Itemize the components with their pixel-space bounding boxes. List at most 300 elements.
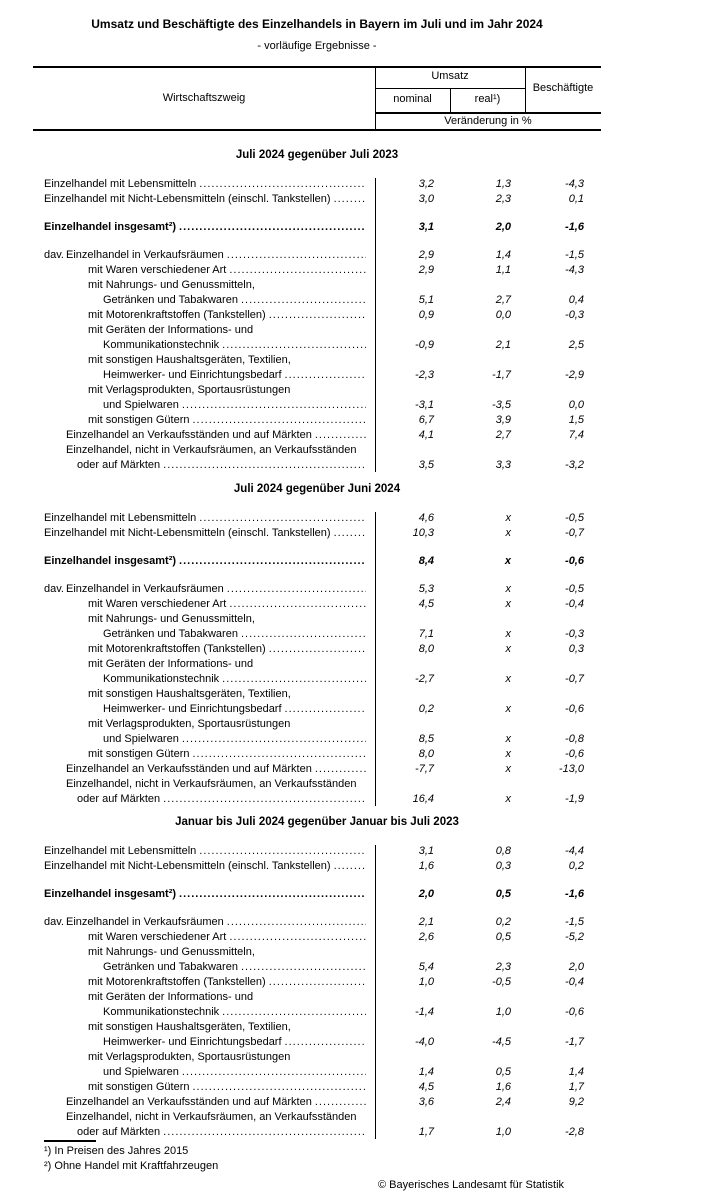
value-beschaeftigte: -4,3 [565, 264, 584, 276]
value-real: 1,6 [495, 1081, 511, 1093]
value-nominal: 1,7 [418, 1126, 434, 1138]
row-prefix: dav. [44, 583, 64, 595]
value-beschaeftigte: -0,4 [565, 598, 584, 610]
table-top-rule [33, 66, 601, 68]
row-prefix: dav. [44, 916, 64, 928]
row-label-cell [33, 990, 375, 1005]
table-row [33, 792, 601, 807]
row-label: Einzelhandel mit Nicht-Lebensmitteln (einschl. Tankstellen) [44, 527, 331, 539]
table-row [33, 960, 601, 975]
value-nominal [375, 1110, 450, 1125]
value-nominal: 3,1 [418, 221, 434, 233]
row-label-cell [33, 702, 375, 717]
table-row [33, 777, 601, 792]
row-label: mit Waren verschiedener Art [88, 598, 227, 610]
table-row [33, 443, 601, 458]
value-real: x [505, 703, 511, 715]
value-nominal: 5,3 [418, 583, 434, 595]
dot-leader [315, 428, 366, 443]
value-real: x [505, 763, 511, 775]
column-divider [375, 845, 376, 1139]
value-beschaeftigte: 9,2 [568, 1096, 584, 1108]
value-nominal: 8,0 [418, 748, 434, 760]
row-label-cell [33, 1050, 375, 1065]
table-row [33, 990, 601, 1005]
row-label: Einzelhandel insgesamt²) [44, 555, 177, 567]
row-label: oder auf Märkten [77, 459, 161, 471]
dot-leader [334, 859, 366, 874]
value-beschaeftigte: -0,6 [565, 555, 584, 567]
row-label: Kommunikationstechnik [103, 339, 220, 351]
row-label: und Spielwaren [103, 1066, 179, 1078]
row-label: oder auf Märkten [77, 793, 161, 805]
value-real: 2,1 [495, 339, 511, 351]
dot-leader [227, 248, 366, 263]
row-label: mit Geräten der Informations- und [88, 991, 254, 1003]
value-beschaeftigte: -0,3 [565, 628, 584, 640]
value-nominal [375, 717, 450, 732]
row-label: Einzelhandel mit Lebensmitteln [44, 512, 197, 524]
spacer-row [33, 902, 601, 915]
value-nominal: 10,3 [412, 527, 434, 539]
row-label: mit Motorenkraftstoffen (Tankstellen) [88, 976, 266, 988]
row-label-cell [33, 717, 375, 732]
dot-leader [334, 192, 366, 207]
row-label: Einzelhandel mit Lebensmitteln [44, 178, 197, 190]
value-nominal: 4,1 [418, 429, 434, 441]
value-nominal [375, 612, 450, 627]
value-nominal: 1,6 [418, 860, 434, 872]
row-label: Getränken und Tabakwaren [103, 294, 238, 306]
row-label-cell [33, 278, 375, 293]
table-row [33, 413, 601, 428]
row-label-cell [33, 1110, 375, 1125]
row-label: Einzelhandel, nicht in Verkaufsräumen, an Verkaufsständen [66, 1111, 357, 1123]
value-nominal: 2,6 [418, 931, 434, 943]
row-label: mit sonstigen Gütern [88, 1081, 190, 1093]
row-label-cell [33, 353, 375, 368]
row-label: mit Nahrungs- und Genussmitteln, [88, 279, 255, 291]
value-nominal [375, 353, 450, 368]
header-beschaeftigte: Beschäftigte [532, 82, 594, 94]
value-nominal: -3,1 [415, 399, 434, 411]
value-real [450, 657, 525, 672]
row-label-cell [33, 687, 375, 702]
row-label: mit Waren verschiedener Art [88, 931, 227, 943]
value-real [450, 717, 525, 732]
value-beschaeftigte [525, 1110, 601, 1125]
dot-leader [227, 582, 366, 597]
value-beschaeftigte: -0,3 [565, 309, 584, 321]
value-beschaeftigte: 0,2 [568, 860, 584, 872]
section-title: Juli 2024 gegenüber Juli 2023 [235, 149, 399, 161]
table-row [33, 687, 601, 702]
section-rows [33, 177, 601, 473]
table-row [33, 1110, 601, 1125]
dot-leader [241, 960, 366, 975]
table-row [33, 398, 601, 413]
row-label-cell [33, 192, 375, 207]
table-row [33, 323, 601, 338]
table-row [33, 915, 601, 930]
value-beschaeftigte [525, 1050, 601, 1065]
row-label: Einzelhandel insgesamt²) [44, 888, 177, 900]
dot-leader [269, 642, 366, 657]
footnote-ohne-kfz: ²) Ohne Handel mit Kraftfahrzeugen [44, 1160, 219, 1172]
value-beschaeftigte: -1,7 [565, 1036, 584, 1048]
value-real: 1,4 [495, 249, 511, 261]
table-row [33, 844, 601, 859]
dot-leader [222, 338, 366, 353]
value-nominal [375, 687, 450, 702]
row-label: Einzelhandel an Verkaufsständen und auf Märkten [66, 429, 312, 441]
row-label: mit Verlagsprodukten, Sportausrüstungen [88, 718, 291, 730]
table-row [33, 1050, 601, 1065]
table-row [33, 428, 601, 443]
dot-leader [179, 554, 366, 569]
value-real: 0,5 [495, 1066, 511, 1078]
value-real [450, 278, 525, 293]
value-nominal: 3,0 [418, 193, 434, 205]
row-label: mit Nahrungs- und Genussmitteln, [88, 946, 255, 958]
value-beschaeftigte [525, 687, 601, 702]
row-label-cell [33, 368, 375, 383]
dot-leader [163, 458, 366, 473]
dot-leader [222, 1005, 366, 1020]
dot-leader [315, 762, 366, 777]
value-real: 3,3 [495, 459, 511, 471]
value-beschaeftigte [525, 353, 601, 368]
value-nominal [375, 383, 450, 398]
row-label-cell [33, 1080, 375, 1095]
value-real: x [505, 583, 511, 595]
header-real: real¹) [474, 93, 501, 105]
table-row [33, 975, 601, 990]
row-label-cell [33, 248, 375, 263]
dot-leader [241, 293, 366, 308]
row-label-cell [33, 657, 375, 672]
dot-leader [199, 844, 366, 859]
row-label-cell [33, 672, 375, 687]
row-label: oder auf Märkten [77, 1126, 161, 1138]
row-label: mit sonstigen Gütern [88, 414, 190, 426]
value-nominal: -2,7 [415, 673, 434, 685]
row-label: Einzelhandel, nicht in Verkaufsräumen, an Verkaufsständen [66, 778, 357, 790]
value-nominal: 2,0 [418, 888, 434, 900]
value-beschaeftigte: 0,1 [568, 193, 584, 205]
value-beschaeftigte: 1,7 [568, 1081, 584, 1093]
row-label: und Spielwaren [103, 399, 179, 411]
value-nominal: 3,6 [418, 1096, 434, 1108]
value-nominal: 3,5 [418, 459, 434, 471]
table-row [33, 859, 601, 874]
table-row [33, 672, 601, 687]
value-nominal [375, 945, 450, 960]
row-label: Getränken und Tabakwaren [103, 961, 238, 973]
dot-leader [193, 413, 367, 428]
table-row [33, 1005, 601, 1020]
value-real: x [505, 673, 511, 685]
table-row [33, 458, 601, 473]
value-beschaeftigte [525, 443, 601, 458]
table-row [33, 554, 601, 569]
value-beschaeftigte: 0,0 [568, 399, 584, 411]
row-label-cell [33, 554, 375, 569]
column-divider [375, 178, 376, 472]
row-label-cell [33, 511, 375, 526]
row-label-cell [33, 859, 375, 874]
row-label-cell [33, 612, 375, 627]
row-label: Einzelhandel an Verkaufsständen und auf Märkten [66, 1096, 312, 1108]
value-beschaeftigte: -1,5 [565, 249, 584, 261]
dot-leader [229, 930, 366, 945]
value-nominal: 4,5 [418, 598, 434, 610]
row-label-cell [33, 338, 375, 353]
row-label-cell [33, 443, 375, 458]
footnote-prices-2015: ¹) In Preisen des Jahres 2015 [44, 1145, 189, 1157]
row-label: Einzelhandel mit Lebensmitteln [44, 845, 197, 857]
value-beschaeftigte: -0,5 [565, 512, 584, 524]
table-row [33, 1080, 601, 1095]
value-beschaeftigte: 2,5 [568, 339, 584, 351]
value-nominal [375, 443, 450, 458]
value-real: x [504, 555, 511, 567]
dot-leader [193, 1080, 367, 1095]
dot-leader [241, 627, 366, 642]
row-label: mit Verlagsprodukten, Sportausrüstungen [88, 384, 291, 396]
value-beschaeftigte [525, 383, 601, 398]
value-beschaeftigte: -4,3 [565, 178, 584, 190]
row-label: mit sonstigen Haushaltsgeräten, Textilien, [88, 354, 291, 366]
value-real: 1,3 [495, 178, 511, 190]
table-row [33, 945, 601, 960]
value-real [450, 687, 525, 702]
value-real: x [505, 643, 511, 655]
dot-leader [285, 702, 366, 717]
value-nominal: -7,7 [415, 763, 434, 775]
value-nominal: -4,0 [415, 1036, 434, 1048]
value-real: x [505, 598, 511, 610]
value-beschaeftigte [525, 612, 601, 627]
row-label: mit Verlagsprodukten, Sportausrüstungen [88, 1051, 291, 1063]
dot-leader [269, 308, 366, 323]
value-beschaeftigte: -5,2 [565, 931, 584, 943]
dot-leader [163, 1125, 366, 1140]
row-label-cell [33, 1005, 375, 1020]
table-row [33, 717, 601, 732]
table-row [33, 702, 601, 717]
table-row [33, 248, 601, 263]
header-wirtschaftszweig: Wirtschaftszweig [162, 92, 246, 104]
value-nominal: 4,6 [418, 512, 434, 524]
row-label-cell [33, 1095, 375, 1110]
value-nominal: 5,1 [418, 294, 434, 306]
value-real: 0,3 [495, 860, 511, 872]
row-label: mit sonstigen Haushaltsgeräten, Textilien, [88, 688, 291, 700]
dot-leader [334, 526, 366, 541]
row-label-cell [33, 177, 375, 192]
value-nominal: 6,7 [418, 414, 434, 426]
spacer-row [33, 569, 601, 582]
table-row [33, 278, 601, 293]
value-beschaeftigte [525, 323, 601, 338]
value-beschaeftigte: -1,6 [565, 888, 584, 900]
row-label-cell [33, 762, 375, 777]
dot-leader [193, 747, 367, 762]
value-real: -1,7 [492, 369, 511, 381]
value-beschaeftigte: -0,6 [565, 748, 584, 760]
table-row [33, 612, 601, 627]
table-row [33, 747, 601, 762]
row-label: Einzelhandel in Verkaufsräumen [66, 583, 224, 595]
row-label: Einzelhandel in Verkaufsräumen [66, 249, 224, 261]
row-label: Kommunikationstechnik [103, 673, 220, 685]
row-label-cell [33, 398, 375, 413]
value-nominal: 2,9 [418, 249, 434, 261]
page-title: Umsatz und Beschäftigte des Einzelhandels in Bayern im Juli und im Jahr 2024 [91, 17, 543, 31]
row-label: mit sonstigen Haushaltsgeräten, Textilien, [88, 1021, 291, 1033]
value-real: x [505, 733, 511, 745]
value-beschaeftigte: -4,4 [565, 845, 584, 857]
value-real [450, 1020, 525, 1035]
value-nominal: -0,9 [415, 339, 434, 351]
value-nominal: 3,2 [418, 178, 434, 190]
row-label-cell [33, 323, 375, 338]
value-real: 0,0 [495, 309, 511, 321]
value-real: 1,0 [495, 1006, 511, 1018]
value-beschaeftigte: -0,8 [565, 733, 584, 745]
value-beschaeftigte: -1,5 [565, 916, 584, 928]
value-nominal: 3,1 [418, 845, 434, 857]
table-row [33, 732, 601, 747]
spacer-row [33, 874, 601, 887]
row-label: mit Geräten der Informations- und [88, 324, 254, 336]
value-beschaeftigte: 0,3 [568, 643, 584, 655]
value-real: -4,5 [492, 1036, 511, 1048]
value-nominal: -1,4 [415, 1006, 434, 1018]
value-beschaeftigte: 1,4 [568, 1066, 584, 1078]
header-umsatz: Umsatz [431, 70, 469, 82]
value-nominal [375, 278, 450, 293]
value-real [450, 323, 525, 338]
dot-leader [182, 398, 366, 413]
value-real: x [505, 793, 511, 805]
row-label: Einzelhandel in Verkaufsräumen [66, 916, 224, 928]
value-nominal: 0,2 [418, 703, 434, 715]
value-beschaeftigte: -2,9 [565, 369, 584, 381]
value-real: 0,8 [495, 845, 511, 857]
value-nominal: 1,0 [418, 976, 434, 988]
dot-leader [163, 792, 366, 807]
row-label-cell [33, 975, 375, 990]
dot-leader [182, 1065, 366, 1080]
dot-leader [229, 263, 366, 278]
value-beschaeftigte [525, 777, 601, 792]
dot-leader [269, 975, 366, 990]
value-nominal: 8,0 [418, 643, 434, 655]
value-real: 2,3 [495, 961, 511, 973]
value-real [450, 612, 525, 627]
dot-leader [227, 915, 366, 930]
value-beschaeftigte [525, 945, 601, 960]
value-beschaeftigte: -0,6 [565, 703, 584, 715]
value-nominal [375, 1050, 450, 1065]
row-label-cell [33, 887, 375, 902]
value-nominal: 8,5 [418, 733, 434, 745]
table-row [33, 308, 601, 323]
row-label-cell [33, 627, 375, 642]
row-label: mit Motorenkraftstoffen (Tankstellen) [88, 309, 266, 321]
dot-leader [179, 887, 366, 902]
row-label-cell [33, 642, 375, 657]
row-label: und Spielwaren [103, 733, 179, 745]
value-real [450, 1110, 525, 1125]
table-row [33, 1020, 601, 1035]
row-label: Einzelhandel insgesamt²) [44, 221, 177, 233]
value-beschaeftigte: -3,2 [565, 459, 584, 471]
dot-leader [229, 597, 366, 612]
value-real [450, 945, 525, 960]
column-divider [375, 512, 376, 806]
row-label-cell [33, 293, 375, 308]
value-real: 0,5 [495, 931, 511, 943]
table-row [33, 383, 601, 398]
value-real [450, 443, 525, 458]
row-label: Kommunikationstechnik [103, 1006, 220, 1018]
value-nominal: -2,3 [415, 369, 434, 381]
value-beschaeftigte: -2,8 [565, 1126, 584, 1138]
table-row [33, 642, 601, 657]
table-row [33, 177, 601, 192]
row-label-cell [33, 960, 375, 975]
spacer-row [33, 207, 601, 220]
value-real: x [505, 628, 511, 640]
table-row [33, 511, 601, 526]
value-beschaeftigte [525, 278, 601, 293]
row-label-cell [33, 915, 375, 930]
table-row [33, 368, 601, 383]
row-label-cell [33, 1125, 375, 1140]
table-row [33, 526, 601, 541]
dot-leader [179, 220, 366, 235]
value-real [450, 1050, 525, 1065]
value-nominal: 0,9 [418, 309, 434, 321]
value-real: 3,9 [495, 414, 511, 426]
table-row [33, 353, 601, 368]
value-beschaeftigte: 7,4 [568, 429, 584, 441]
table-row [33, 582, 601, 597]
value-real: 0,5 [495, 888, 511, 900]
table-row [33, 762, 601, 777]
row-label-cell [33, 220, 375, 235]
value-beschaeftigte: -0,4 [565, 976, 584, 988]
row-prefix: dav. [44, 249, 64, 261]
value-beschaeftigte [525, 990, 601, 1005]
value-beschaeftigte [525, 657, 601, 672]
row-label: Heimwerker- und Einrichtungsbedarf [103, 1036, 282, 1048]
header-bottom-rule [33, 129, 601, 131]
row-label-cell [33, 413, 375, 428]
table-row [33, 293, 601, 308]
section-rows [33, 844, 601, 1140]
value-nominal [375, 1020, 450, 1035]
value-real: 2,4 [495, 1096, 511, 1108]
spacer-row [33, 235, 601, 248]
value-beschaeftigte: -1,9 [565, 793, 584, 805]
row-label-cell [33, 597, 375, 612]
value-real: -3,5 [492, 399, 511, 411]
value-real: 1,1 [495, 264, 511, 276]
